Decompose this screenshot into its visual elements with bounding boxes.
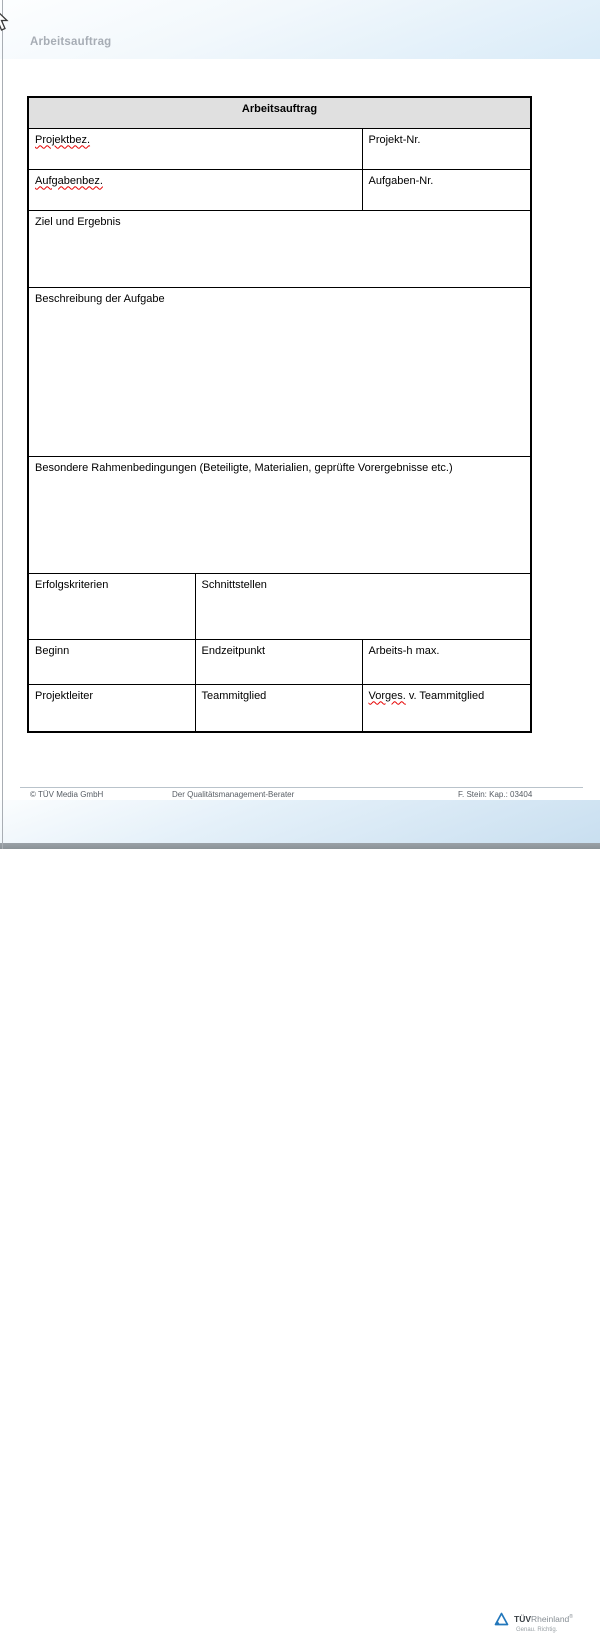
field-arbeits-h-max-label: Arbeits-h max. bbox=[368, 644, 440, 657]
field-beginn[interactable] bbox=[28, 639, 195, 684]
field-projektbez-label: Projektbez. bbox=[35, 133, 91, 146]
mouse-cursor-icon bbox=[0, 5, 9, 33]
field-aufgabenbez[interactable] bbox=[28, 169, 362, 210]
viewer-header-band bbox=[0, 0, 600, 59]
field-rahmenbedingungen[interactable] bbox=[28, 456, 531, 573]
field-ziel-und-ergebnis[interactable] bbox=[28, 210, 531, 287]
arbeitsauftrag-form-table bbox=[27, 96, 532, 733]
field-beschreibung-label: Beschreibung der Aufgabe bbox=[35, 292, 165, 305]
tuv-tagline: Genau. Richtig. bbox=[516, 1627, 558, 1633]
field-vorgesetzter[interactable] bbox=[362, 684, 531, 732]
field-beschreibung[interactable] bbox=[28, 287, 531, 456]
footer-divider bbox=[20, 787, 583, 788]
field-erfolgskriterien[interactable] bbox=[28, 573, 195, 639]
footer-chapter-reference: F. Stein: Kap.: 03404 bbox=[458, 790, 533, 799]
field-projektleiter[interactable] bbox=[28, 684, 195, 732]
tuv-rheinland-logo bbox=[494, 1612, 594, 1640]
field-projekt-nr[interactable] bbox=[362, 128, 531, 169]
field-arbeits-h-max[interactable] bbox=[362, 639, 531, 684]
field-vorgesetzter-label: Vorges. bbox=[368, 689, 406, 702]
field-endzeitpunkt[interactable] bbox=[195, 639, 362, 684]
window-left-border bbox=[2, 0, 3, 849]
field-ziel-label: Ziel und Ergebnis bbox=[35, 215, 121, 228]
viewer-title: Arbeitsauftrag bbox=[30, 36, 112, 48]
footer-publication-title: Der Qualitätsmanagement-Berater bbox=[172, 790, 295, 799]
field-rahmenbedingungen-label: Besondere Rahmenbedingungen (Beteiligte, Materialien, geprüfte Vorergebnisse etc.) bbox=[35, 461, 453, 474]
form-title-cell: Arbeitsauftrag bbox=[28, 97, 531, 128]
field-erfolgskriterien-label: Erfolgskriterien bbox=[35, 578, 109, 591]
viewer-footer-band bbox=[0, 800, 600, 1633]
footer-copyright: © TÜV Media GmbH bbox=[30, 790, 104, 799]
field-aufgabenbez-label: Aufgabenbez. bbox=[35, 174, 103, 187]
tuv-triangle-icon bbox=[494, 1612, 509, 1626]
field-endzeitpunkt-label: Endzeitpunkt bbox=[201, 644, 266, 657]
field-aufgaben-nr[interactable] bbox=[362, 169, 531, 210]
tuv-rheinland-wordmark: TÜVRheinland® bbox=[514, 1614, 573, 1624]
field-projekt-nr-label: Projekt-Nr. bbox=[368, 133, 421, 146]
field-projektleiter-label: Projektleiter bbox=[35, 689, 94, 702]
window-bottom-edge bbox=[0, 843, 600, 849]
field-vorgesetzter-suffix: v. Teammitglied bbox=[408, 689, 485, 702]
field-schnittstellen-label: Schnittstellen bbox=[201, 578, 267, 591]
field-teammitglied[interactable] bbox=[195, 684, 362, 732]
field-projektbez[interactable] bbox=[28, 128, 362, 169]
field-schnittstellen[interactable] bbox=[195, 573, 531, 639]
field-aufgaben-nr-label: Aufgaben-Nr. bbox=[368, 174, 434, 187]
field-teammitglied-label: Teammitglied bbox=[201, 689, 267, 702]
field-beginn-label: Beginn bbox=[35, 644, 70, 657]
